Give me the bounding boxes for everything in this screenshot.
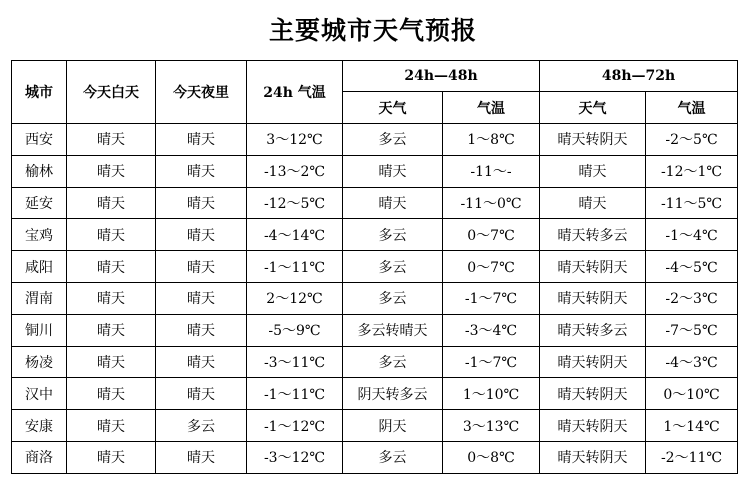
cell-72h-temp: -1～4℃ xyxy=(646,219,738,251)
cell-48h-weather: 晴天 xyxy=(343,155,443,187)
cell-72h-weather: 晴天转阴天 xyxy=(540,378,646,410)
cell-48h-weather: 多云转晴天 xyxy=(343,314,443,346)
cell-today-night: 晴天 xyxy=(156,282,247,314)
cell-city: 榆林 xyxy=(12,155,67,187)
table-row xyxy=(12,219,738,251)
cell-48h-temp: 1～10℃ xyxy=(443,378,540,410)
cell-72h-weather: 晴天 xyxy=(540,187,646,219)
cell-72h-temp: -2～5℃ xyxy=(646,124,738,156)
cell-48h-weather: 多云 xyxy=(343,251,443,283)
cell-72h-temp: 1～14℃ xyxy=(646,410,738,442)
cell-24h-temp: -1～11℃ xyxy=(247,251,343,283)
cell-today-day: 晴天 xyxy=(67,378,156,410)
cell-72h-weather: 晴天转阴天 xyxy=(540,346,646,378)
table-row xyxy=(12,441,738,473)
table-row xyxy=(12,251,738,283)
cell-72h-temp: -12～1℃ xyxy=(646,155,738,187)
header-today-night: 今天夜里 xyxy=(156,61,247,124)
cell-city: 汉中 xyxy=(12,378,67,410)
cell-24h-temp: -4～14℃ xyxy=(247,219,343,251)
cell-48h-temp: 3～13℃ xyxy=(443,410,540,442)
cell-72h-weather: 晴天转阴天 xyxy=(540,441,646,473)
weather-forecast-table xyxy=(11,60,738,474)
header-72h-temp: 气温 xyxy=(646,92,738,124)
cell-72h-temp: -2～3℃ xyxy=(646,282,738,314)
cell-today-night: 晴天 xyxy=(156,251,247,283)
cell-72h-weather: 晴天转阴天 xyxy=(540,282,646,314)
cell-72h-weather: 晴天转阴天 xyxy=(540,410,646,442)
cell-today-day: 晴天 xyxy=(67,314,156,346)
header-48h-temp: 气温 xyxy=(443,92,540,124)
page-title: 主要城市天气预报 xyxy=(268,16,477,45)
header-48-72h-group: 48h—72h xyxy=(540,61,738,92)
cell-48h-weather: 晴天 xyxy=(343,187,443,219)
cell-today-day: 晴天 xyxy=(67,346,156,378)
cell-48h-temp: 0～7℃ xyxy=(443,219,540,251)
cell-today-night: 晴天 xyxy=(156,124,247,156)
cell-72h-weather: 晴天 xyxy=(540,155,646,187)
cell-48h-temp: 0～7℃ xyxy=(443,251,540,283)
cell-48h-weather: 阴天 xyxy=(343,410,443,442)
table-row xyxy=(12,410,738,442)
cell-today-night: 多云 xyxy=(156,410,247,442)
header-city: 城市 xyxy=(12,61,67,124)
cell-72h-temp: 0～10℃ xyxy=(646,378,738,410)
cell-72h-temp: -4～5℃ xyxy=(646,251,738,283)
cell-city: 西安 xyxy=(12,124,67,156)
header-row-primary xyxy=(12,61,738,92)
cell-today-night: 晴天 xyxy=(156,378,247,410)
header-72h-weather: 天气 xyxy=(540,92,646,124)
cell-today-night: 晴天 xyxy=(156,314,247,346)
cell-72h-temp: -4～3℃ xyxy=(646,346,738,378)
cell-city: 宝鸡 xyxy=(12,219,67,251)
cell-72h-temp: -11～5℃ xyxy=(646,187,738,219)
cell-today-day: 晴天 xyxy=(67,251,156,283)
cell-72h-temp: -7～5℃ xyxy=(646,314,738,346)
cell-today-day: 晴天 xyxy=(67,219,156,251)
cell-today-night: 晴天 xyxy=(156,187,247,219)
cell-today-day: 晴天 xyxy=(67,124,156,156)
header-48h-weather: 天气 xyxy=(343,92,443,124)
cell-city: 咸阳 xyxy=(12,251,67,283)
cell-48h-weather: 多云 xyxy=(343,124,443,156)
cell-city: 渭南 xyxy=(12,282,67,314)
cell-today-night: 晴天 xyxy=(156,441,247,473)
cell-today-day: 晴天 xyxy=(67,410,156,442)
table-row xyxy=(12,378,738,410)
cell-24h-temp: 2～12℃ xyxy=(247,282,343,314)
cell-72h-temp: -2～11℃ xyxy=(646,441,738,473)
table-row xyxy=(12,346,738,378)
table-row xyxy=(12,124,738,156)
cell-city: 杨凌 xyxy=(12,346,67,378)
cell-24h-temp: -5～9℃ xyxy=(247,314,343,346)
cell-48h-weather: 多云 xyxy=(343,219,443,251)
header-today-day: 今天白天 xyxy=(67,61,156,124)
cell-city: 商洛 xyxy=(12,441,67,473)
cell-48h-temp: -11～0℃ xyxy=(443,187,540,219)
cell-24h-temp: 3～12℃ xyxy=(247,124,343,156)
cell-48h-temp: -1～7℃ xyxy=(443,282,540,314)
cell-48h-temp: 0～8℃ xyxy=(443,441,540,473)
table-row xyxy=(12,314,738,346)
cell-city: 安康 xyxy=(12,410,67,442)
cell-48h-weather: 多云 xyxy=(343,282,443,314)
header-24-48h-group: 24h—48h xyxy=(343,61,540,92)
cell-72h-weather: 晴天转阴天 xyxy=(540,124,646,156)
cell-today-day: 晴天 xyxy=(67,187,156,219)
cell-24h-temp: -1～12℃ xyxy=(247,410,343,442)
cell-today-night: 晴天 xyxy=(156,219,247,251)
cell-48h-temp: 1～8℃ xyxy=(443,124,540,156)
cell-72h-weather: 晴天转多云 xyxy=(540,314,646,346)
cell-24h-temp: -3～11℃ xyxy=(247,346,343,378)
cell-24h-temp: -1～11℃ xyxy=(247,378,343,410)
cell-today-day: 晴天 xyxy=(67,282,156,314)
cell-48h-temp: -11～- xyxy=(443,155,540,187)
cell-24h-temp: -13～2℃ xyxy=(247,155,343,187)
cell-city: 延安 xyxy=(12,187,67,219)
cell-48h-temp: -1～7℃ xyxy=(443,346,540,378)
table-row xyxy=(12,282,738,314)
cell-48h-weather: 多云 xyxy=(343,441,443,473)
cell-today-day: 晴天 xyxy=(67,441,156,473)
cell-24h-temp: -12～5℃ xyxy=(247,187,343,219)
table-row xyxy=(12,187,738,219)
cell-72h-weather: 晴天转多云 xyxy=(540,219,646,251)
table-row xyxy=(12,155,738,187)
header-24h-temp: 24h 气温 xyxy=(247,61,343,124)
cell-today-night: 晴天 xyxy=(156,346,247,378)
cell-48h-temp: -3～4℃ xyxy=(443,314,540,346)
cell-48h-weather: 阴天转多云 xyxy=(343,378,443,410)
cell-city: 铜川 xyxy=(12,314,67,346)
cell-today-day: 晴天 xyxy=(67,155,156,187)
cell-24h-temp: -3～12℃ xyxy=(247,441,343,473)
cell-72h-weather: 晴天转阴天 xyxy=(540,251,646,283)
cell-48h-weather: 多云 xyxy=(343,346,443,378)
cell-today-night: 晴天 xyxy=(156,155,247,187)
